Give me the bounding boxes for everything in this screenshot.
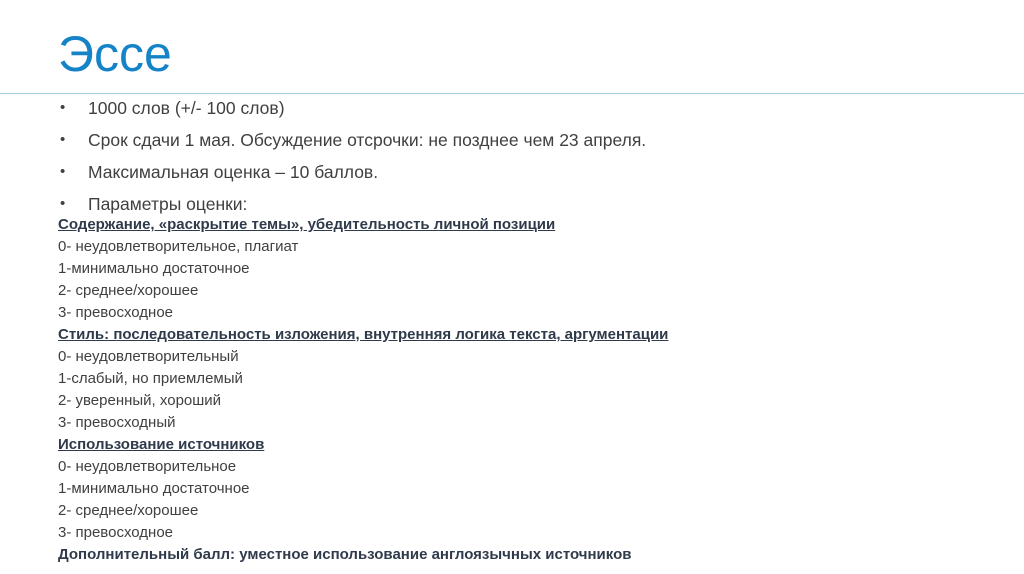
criterion-level: 0- неудовлетворительное [58, 458, 237, 475]
bullet-icon: • [60, 195, 66, 212]
bullet-item [58, 128, 1008, 152]
criterion-heading-style: Стиль: последовательность изложения, внутренняя логика текста, аргументации [58, 326, 669, 343]
bullet-text: Параметры оценки: [88, 194, 248, 214]
bullet-item [58, 96, 1008, 120]
bullet-list [58, 96, 1008, 216]
criterion-heading-sources: Использование источников [58, 436, 265, 453]
slide-title: Эссе [58, 26, 172, 82]
bullet-item [58, 192, 1008, 216]
bullet-icon: • [60, 99, 66, 116]
criterion-level: 3- превосходное [58, 524, 174, 541]
bullet-text: 1000 слов (+/- 100 слов) [88, 98, 285, 118]
grading-criteria [58, 214, 1008, 566]
criterion-level: 0- неудовлетворительный [58, 348, 239, 365]
criterion-level: 0- неудовлетворительное, плагиат [58, 238, 299, 255]
bonus-point-note: Дополнительный балл: уместное использование англоязычных источников [58, 546, 632, 563]
bullet-text: Срок сдачи 1 мая. Обсуждение отсрочки: не позднее чем 23 апреля. [88, 130, 647, 150]
criterion-level: 1-минимально достаточное [58, 260, 250, 277]
criterion-level: 3- превосходный [58, 414, 176, 431]
bullet-text: Максимальная оценка – 10 баллов. [88, 162, 379, 182]
bullet-icon: • [60, 131, 66, 148]
criterion-level: 2- среднее/хорошее [58, 502, 199, 519]
criterion-level: 2- уверенный, хороший [58, 392, 222, 409]
criterion-heading-content: Содержание, «раскрытие темы», убедительность личной позиции [58, 216, 556, 233]
bullet-item [58, 160, 1008, 184]
criterion-level: 1-минимально достаточное [58, 480, 250, 497]
criterion-level: 2- среднее/хорошее [58, 282, 199, 299]
criterion-level: 3- превосходное [58, 304, 174, 321]
criterion-level: 1-слабый, но приемлемый [58, 370, 243, 387]
bullet-icon: • [60, 163, 66, 180]
title-divider [0, 93, 1024, 94]
